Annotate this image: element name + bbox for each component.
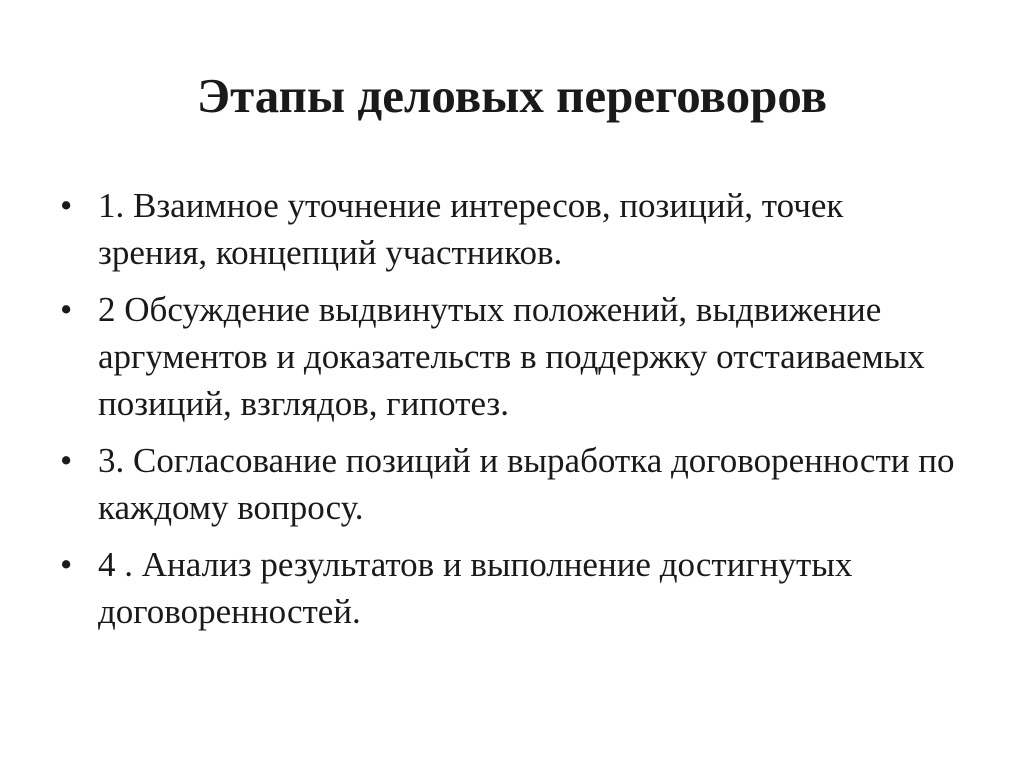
bullet-text: 3. Согласование позиций и выработка договоренности по каждому вопросу. — [98, 441, 955, 527]
bullet-item-3 — [60, 437, 960, 531]
bullet-icon: • — [60, 290, 73, 329]
bullet-text: 4 . Анализ результатов и выполнение достигнутых договоренностей. — [98, 545, 853, 631]
bullet-icon: • — [60, 545, 73, 584]
bullet-list — [60, 182, 960, 645]
bullet-item-4 — [60, 541, 960, 635]
bullet-text: 2 Обсуждение выдвинутых положений, выдвижение аргументов и доказательств в поддержку отстаиваемых позиций, взглядов, гипотез. — [98, 290, 925, 423]
slide-title: Этапы деловых переговоров — [196, 68, 828, 123]
bullet-icon: • — [60, 186, 73, 225]
bullet-item-2 — [60, 286, 960, 427]
bullet-text: 1. Взаимное уточнение интересов, позиций, точек зрения, концепций участников. — [98, 186, 844, 272]
bullet-item-1 — [60, 182, 960, 276]
bullet-icon: • — [60, 441, 73, 480]
